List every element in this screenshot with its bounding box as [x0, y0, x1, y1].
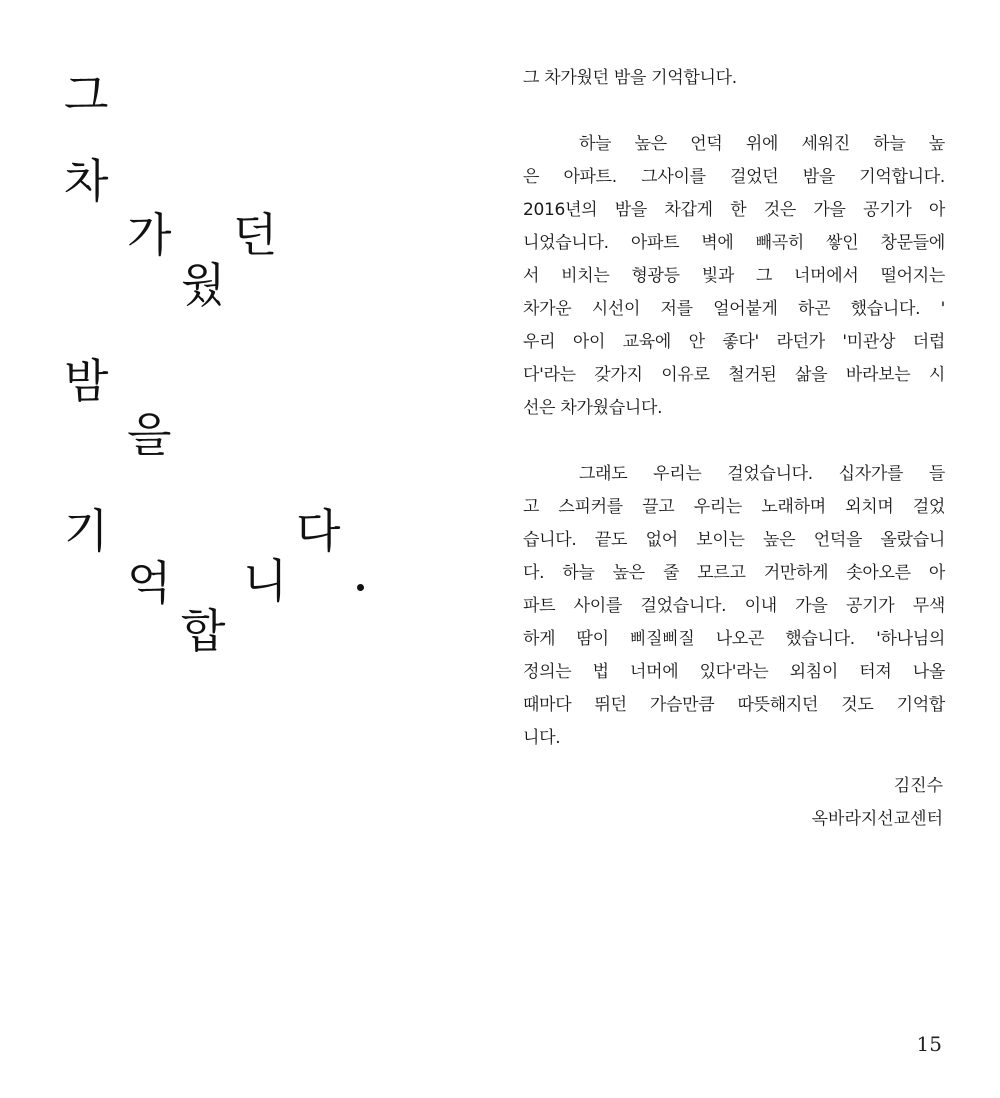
poem-char: 기 — [64, 504, 109, 558]
poem-char: 그 — [64, 68, 109, 122]
prose-line: 정의는 법 너머에 있다'라는 외침이 터져 나올 — [523, 662, 945, 682]
prose-body — [523, 62, 945, 788]
prose-paragraph-2 — [523, 458, 945, 755]
prose-line: 그래도 우리는 걸었습니다. 십자가를 들 — [579, 464, 945, 484]
prose-line: 은 아파트. 그사이를 걸었던 밤을 기억합니다. — [523, 167, 945, 187]
author-name: 김진수 — [893, 776, 943, 796]
vertical-poem-title — [0, 0, 480, 700]
prose-line: 니다. — [523, 728, 561, 748]
prose-line: 파트 사이를 걸었습니다. 이내 가을 공기가 무색 — [523, 596, 945, 616]
prose-line: 우리 아이 교육에 안 좋다' 라던가 '미관상 더럽 — [523, 332, 945, 352]
prose-line: 하게 땀이 삐질삐질 나오곤 했습니다. '하나님의 — [523, 629, 945, 649]
prose-line: 2016년의 밤을 차갑게 한 것은 가을 공기가 아 — [523, 200, 945, 220]
prose-line: 하늘 높은 언덕 위에 세워진 하늘 높 — [579, 134, 945, 154]
prose-line: 서 비치는 형광등 빛과 그 너머에서 떨어지는 — [523, 266, 945, 286]
poem-char: 던 — [233, 208, 278, 262]
poem-char: 차 — [64, 154, 109, 208]
prose-line: 다'라는 갖가지 이유로 철거된 삶을 바라보는 시 — [523, 365, 945, 385]
poem-period-dot — [357, 584, 364, 591]
prose-line: 다. 하늘 높은 줄 모르고 거만하게 솟아오른 아 — [523, 563, 945, 583]
page-number: 15 — [916, 1032, 942, 1056]
poem-char: 웠 — [181, 258, 226, 312]
poem-char: 다 — [296, 504, 341, 558]
prose-line: 습니다. 끝도 없어 보이는 높은 언덕을 올랐습니 — [523, 530, 945, 550]
poem-char: 합 — [181, 604, 226, 658]
poem-char: 억 — [127, 556, 172, 610]
prose-line: 니었습니다. 아파트 벽에 빼곡히 쌓인 창문들에 — [523, 233, 945, 253]
prose-line: 차가운 시선이 저를 얼어붙게 하곤 했습니다. ' — [523, 299, 945, 319]
poem-char: 가 — [127, 208, 172, 262]
prose-line: 고 스피커를 끌고 우리는 노래하며 외치며 걸었 — [523, 497, 945, 517]
author-signature — [812, 770, 943, 836]
prose-line: 선은 차가웠습니다. — [523, 398, 663, 418]
prose-line: 때마다 뛰던 가슴만큼 따뜻해지던 것도 기억합 — [523, 695, 945, 715]
poem-char: 밤 — [64, 354, 109, 408]
poem-char: 을 — [127, 408, 172, 462]
author-organization: 옥바라지선교센터 — [811, 809, 943, 829]
poem-char: 니 — [243, 554, 288, 608]
prose-paragraph-1 — [523, 128, 945, 425]
prose-title: 그 차가웠던 밤을 기억합니다. — [523, 68, 737, 88]
